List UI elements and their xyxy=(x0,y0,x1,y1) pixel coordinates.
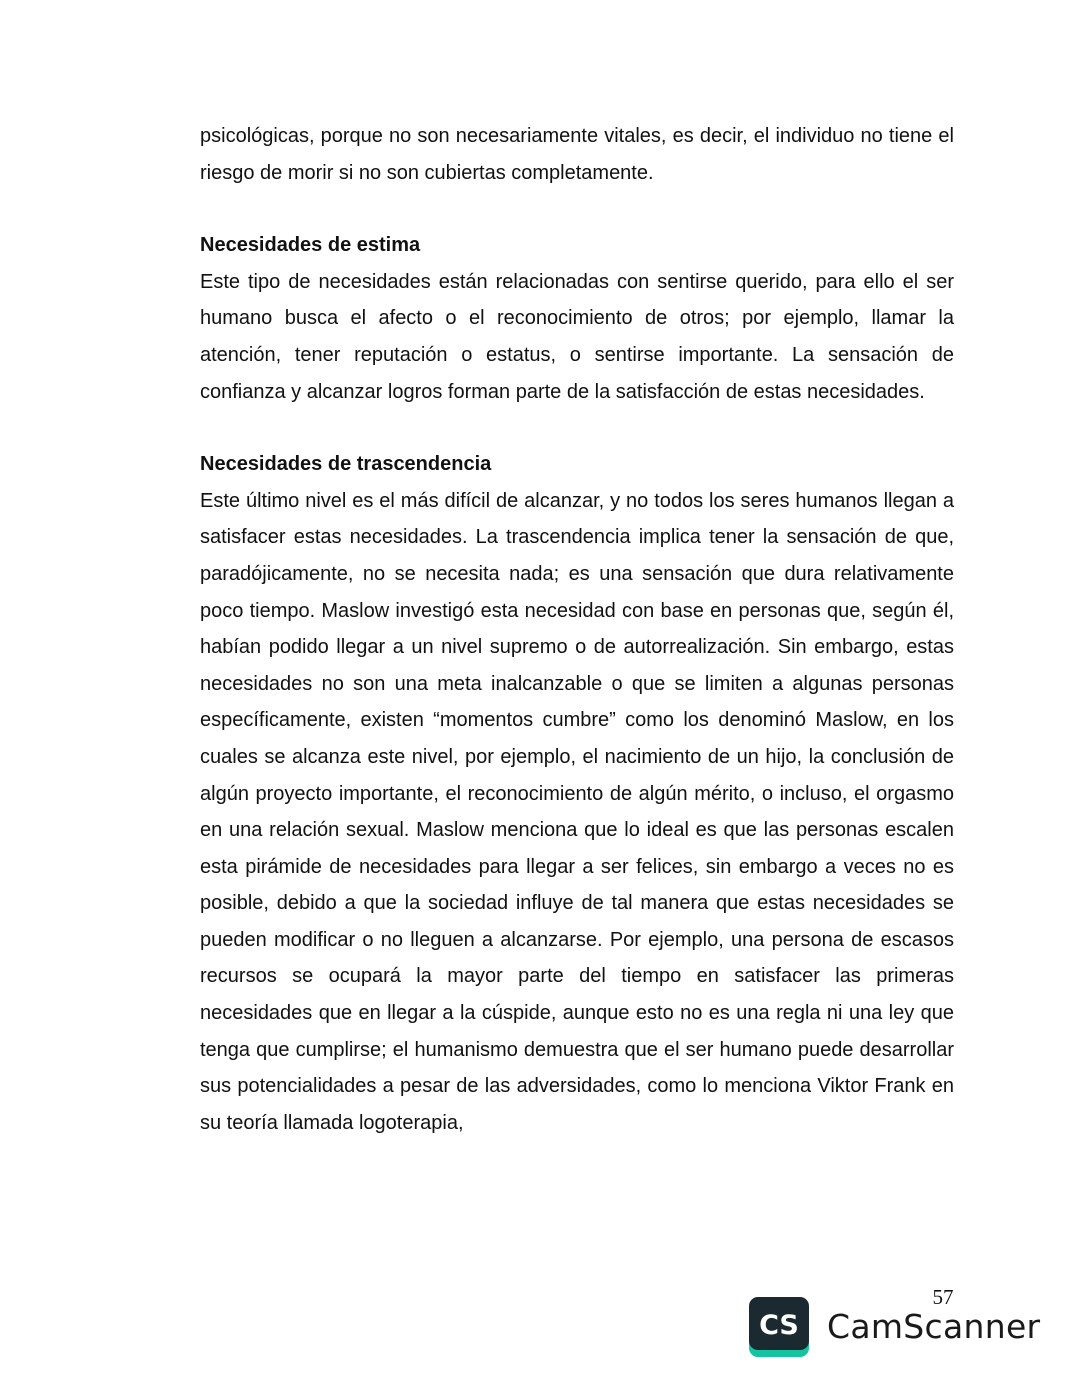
camscanner-watermark xyxy=(749,1297,1040,1357)
section-paragraph-estima: Este tipo de necesidades están relacionadas con sentirse querido, para ello el ser humano busca el afecto o el reconocimiento de otros; por ejemplo, llamar la atención, tener reputación o estatus, o sentirse importante. La sensación de confianza y alcanzar logros forman parte de la satisfacción de estas necesidades. xyxy=(200,270,954,403)
logo-text: CS xyxy=(759,1310,799,1341)
section-heading-trascendencia: Necesidades de trascendencia xyxy=(200,453,492,476)
page-number: 57 xyxy=(932,1285,954,1309)
camscanner-brand-name: CamScanner xyxy=(827,1307,1041,1346)
page-body xyxy=(200,118,954,1141)
intro-paragraph: psicológicas, porque no son necesariamente vitales, es decir, el individuo no tiene el riesgo de morir si no son cubiertas completamente. xyxy=(200,125,954,184)
section-paragraph-trascendencia: Este último nivel es el más difícil de alcanzar, y no todos los seres humanos llegan a satisfacer estas necesidades. La trascendencia implica tener la sensación de que, paradójicamente, no se necesita nada; es una sensación que dura relativamente poco tiempo. Maslow investigó esta necesidad con base en personas que, según él, habían podido llegar a un nivel supremo o de autorrealización. Sin embargo, estas necesidades no son una meta inalcanzable o que se limiten a algunas personas específicamente, existen “momentos cumbre” como los denominó Maslow, en los cuales se alcanza este nivel, por ejemplo, el nacimiento de un hijo, la conclusión de algún proyecto importante, el reconocimiento de algún mérito, o incluso, el orgasmo en una relación sexual. Maslow menciona que lo ideal es que las personas escalen esta pirámide de necesidades para llegar a ser felices, sin embargo a veces no es posible, debido a que la sociedad influye de tal manera que estas necesidades se pueden modificar o no lleguen a alcanzarse. Por ejemplo, una persona de escasos recursos se ocupará la mayor parte del tiempo en satisfacer las primeras necesidades que en llegar a la cúspide, aunque esto no es una regla ni una ley que tenga que cumplirse; el humanismo demuestra que el ser humano puede desarrollar sus potencialidades a pesar de las adversidades, como lo menciona Viktor Frank en su teoría llamada logoterapia, xyxy=(200,489,954,1134)
section-heading-estima: Necesidades de estima xyxy=(200,234,421,257)
camscanner-logo-icon xyxy=(749,1297,809,1357)
